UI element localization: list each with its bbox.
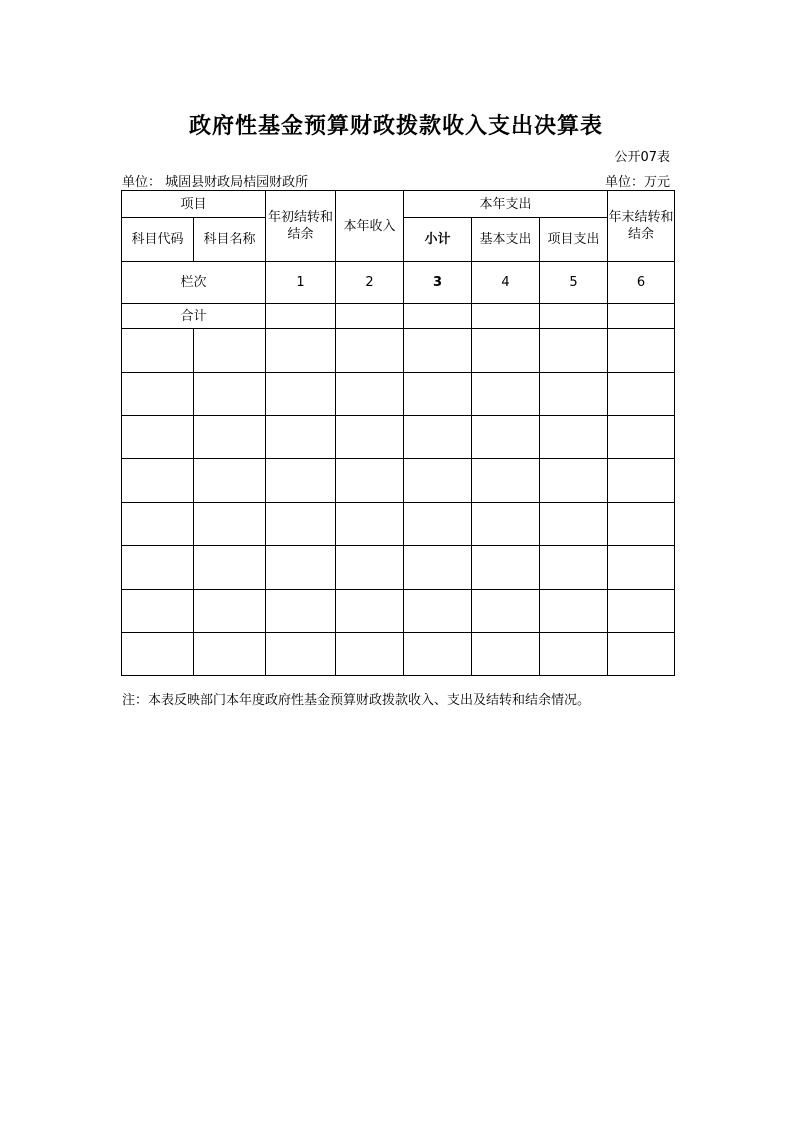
table-cell <box>404 459 472 503</box>
table-cell <box>608 373 675 416</box>
table-cell <box>540 546 608 590</box>
table-row <box>122 503 675 546</box>
table-cell <box>540 416 608 459</box>
table-cell <box>472 633 540 676</box>
table-cell <box>608 590 675 633</box>
table-cell <box>266 373 336 416</box>
table-cell <box>336 503 404 546</box>
table-cell <box>194 373 266 416</box>
table-row <box>122 459 675 503</box>
column-index-cell: 4 <box>472 262 540 304</box>
column-index-cell: 5 <box>540 262 608 304</box>
form-number: 公开07表 <box>614 150 670 165</box>
table-cell <box>122 503 194 546</box>
total-label: 合计 <box>122 304 266 329</box>
column-index-cell: 2 <box>336 262 404 304</box>
header-project: 项目 <box>122 191 266 218</box>
table-cell <box>194 590 266 633</box>
table-cell <box>472 329 540 373</box>
header-subject-name: 科目名称 <box>194 218 266 262</box>
table-row <box>122 416 675 459</box>
table-cell <box>122 373 194 416</box>
unit-currency: 单位：万元 <box>604 175 670 190</box>
table-cell <box>404 590 472 633</box>
table-cell <box>336 416 404 459</box>
table-row <box>122 373 675 416</box>
table-row <box>122 590 675 633</box>
table-cell <box>472 590 540 633</box>
table-cell <box>266 416 336 459</box>
table-cell <box>608 546 675 590</box>
table-cell <box>266 503 336 546</box>
table-cell <box>194 329 266 373</box>
page-title: 政府性基金预算财政拨款收入支出决算表 <box>188 114 603 139</box>
table-cell <box>194 459 266 503</box>
table-cell <box>122 416 194 459</box>
table-row <box>122 546 675 590</box>
table-cell <box>472 373 540 416</box>
table-cell <box>472 304 540 329</box>
table-cell <box>472 416 540 459</box>
table-cell <box>404 373 472 416</box>
table-cell <box>336 304 404 329</box>
table-cell <box>540 459 608 503</box>
unit-organization: 单位： 城固县财政局桔园财政所 <box>122 175 309 190</box>
table-cell <box>266 459 336 503</box>
header-subtotal: 小计 <box>404 218 472 262</box>
table-cell <box>608 503 675 546</box>
table-cell <box>540 633 608 676</box>
table-cell <box>540 304 608 329</box>
table-cell <box>266 546 336 590</box>
header-current-expense: 本年支出 <box>404 191 608 218</box>
table-cell <box>540 329 608 373</box>
table-cell <box>194 503 266 546</box>
column-index-cell: 1 <box>266 262 336 304</box>
table-cell <box>194 633 266 676</box>
table-cell <box>122 546 194 590</box>
table-row <box>122 633 675 676</box>
table-cell <box>122 329 194 373</box>
total-row <box>122 304 675 329</box>
table-cell <box>336 329 404 373</box>
table-cell <box>266 329 336 373</box>
table-cell <box>608 304 675 329</box>
table-cell <box>122 633 194 676</box>
table-cell <box>472 459 540 503</box>
table-cell <box>608 329 675 373</box>
table-row <box>122 329 675 373</box>
header-opening-balance: 年初结转和结余 <box>266 191 336 262</box>
header-closing-balance: 年末结转和结余 <box>608 191 675 262</box>
table-cell <box>122 459 194 503</box>
table-cell <box>194 546 266 590</box>
table-cell <box>404 503 472 546</box>
table-cell <box>404 633 472 676</box>
table-cell <box>404 546 472 590</box>
header-project-expense: 项目支出 <box>540 218 608 262</box>
table-cell <box>336 633 404 676</box>
footnote: 注：本表反映部门本年度政府性基金预算财政拨款收入、支出及结转和结余情况。 <box>122 693 591 708</box>
table-cell <box>336 546 404 590</box>
table-cell <box>336 373 404 416</box>
table-cell <box>608 459 675 503</box>
table-cell <box>540 373 608 416</box>
table-cell <box>266 590 336 633</box>
table-cell <box>336 459 404 503</box>
table-cell <box>404 304 472 329</box>
table-cell <box>404 416 472 459</box>
column-index-label: 栏次 <box>122 262 266 304</box>
table-cell <box>266 633 336 676</box>
table-cell <box>266 304 336 329</box>
table-cell <box>336 590 404 633</box>
budget-table <box>121 190 675 676</box>
table-cell <box>122 590 194 633</box>
header-current-income: 本年收入 <box>336 191 404 262</box>
column-index-cell: 3 <box>404 262 472 304</box>
column-index-cell: 6 <box>608 262 675 304</box>
header-subject-code: 科目代码 <box>122 218 194 262</box>
table-cell <box>608 633 675 676</box>
table-cell <box>540 503 608 546</box>
table-cell <box>472 546 540 590</box>
table-cell <box>472 503 540 546</box>
column-index-row <box>122 262 675 304</box>
table-cell <box>404 329 472 373</box>
table-cell <box>194 416 266 459</box>
table-cell <box>608 416 675 459</box>
header-basic-expense: 基本支出 <box>472 218 540 262</box>
table-cell <box>540 590 608 633</box>
